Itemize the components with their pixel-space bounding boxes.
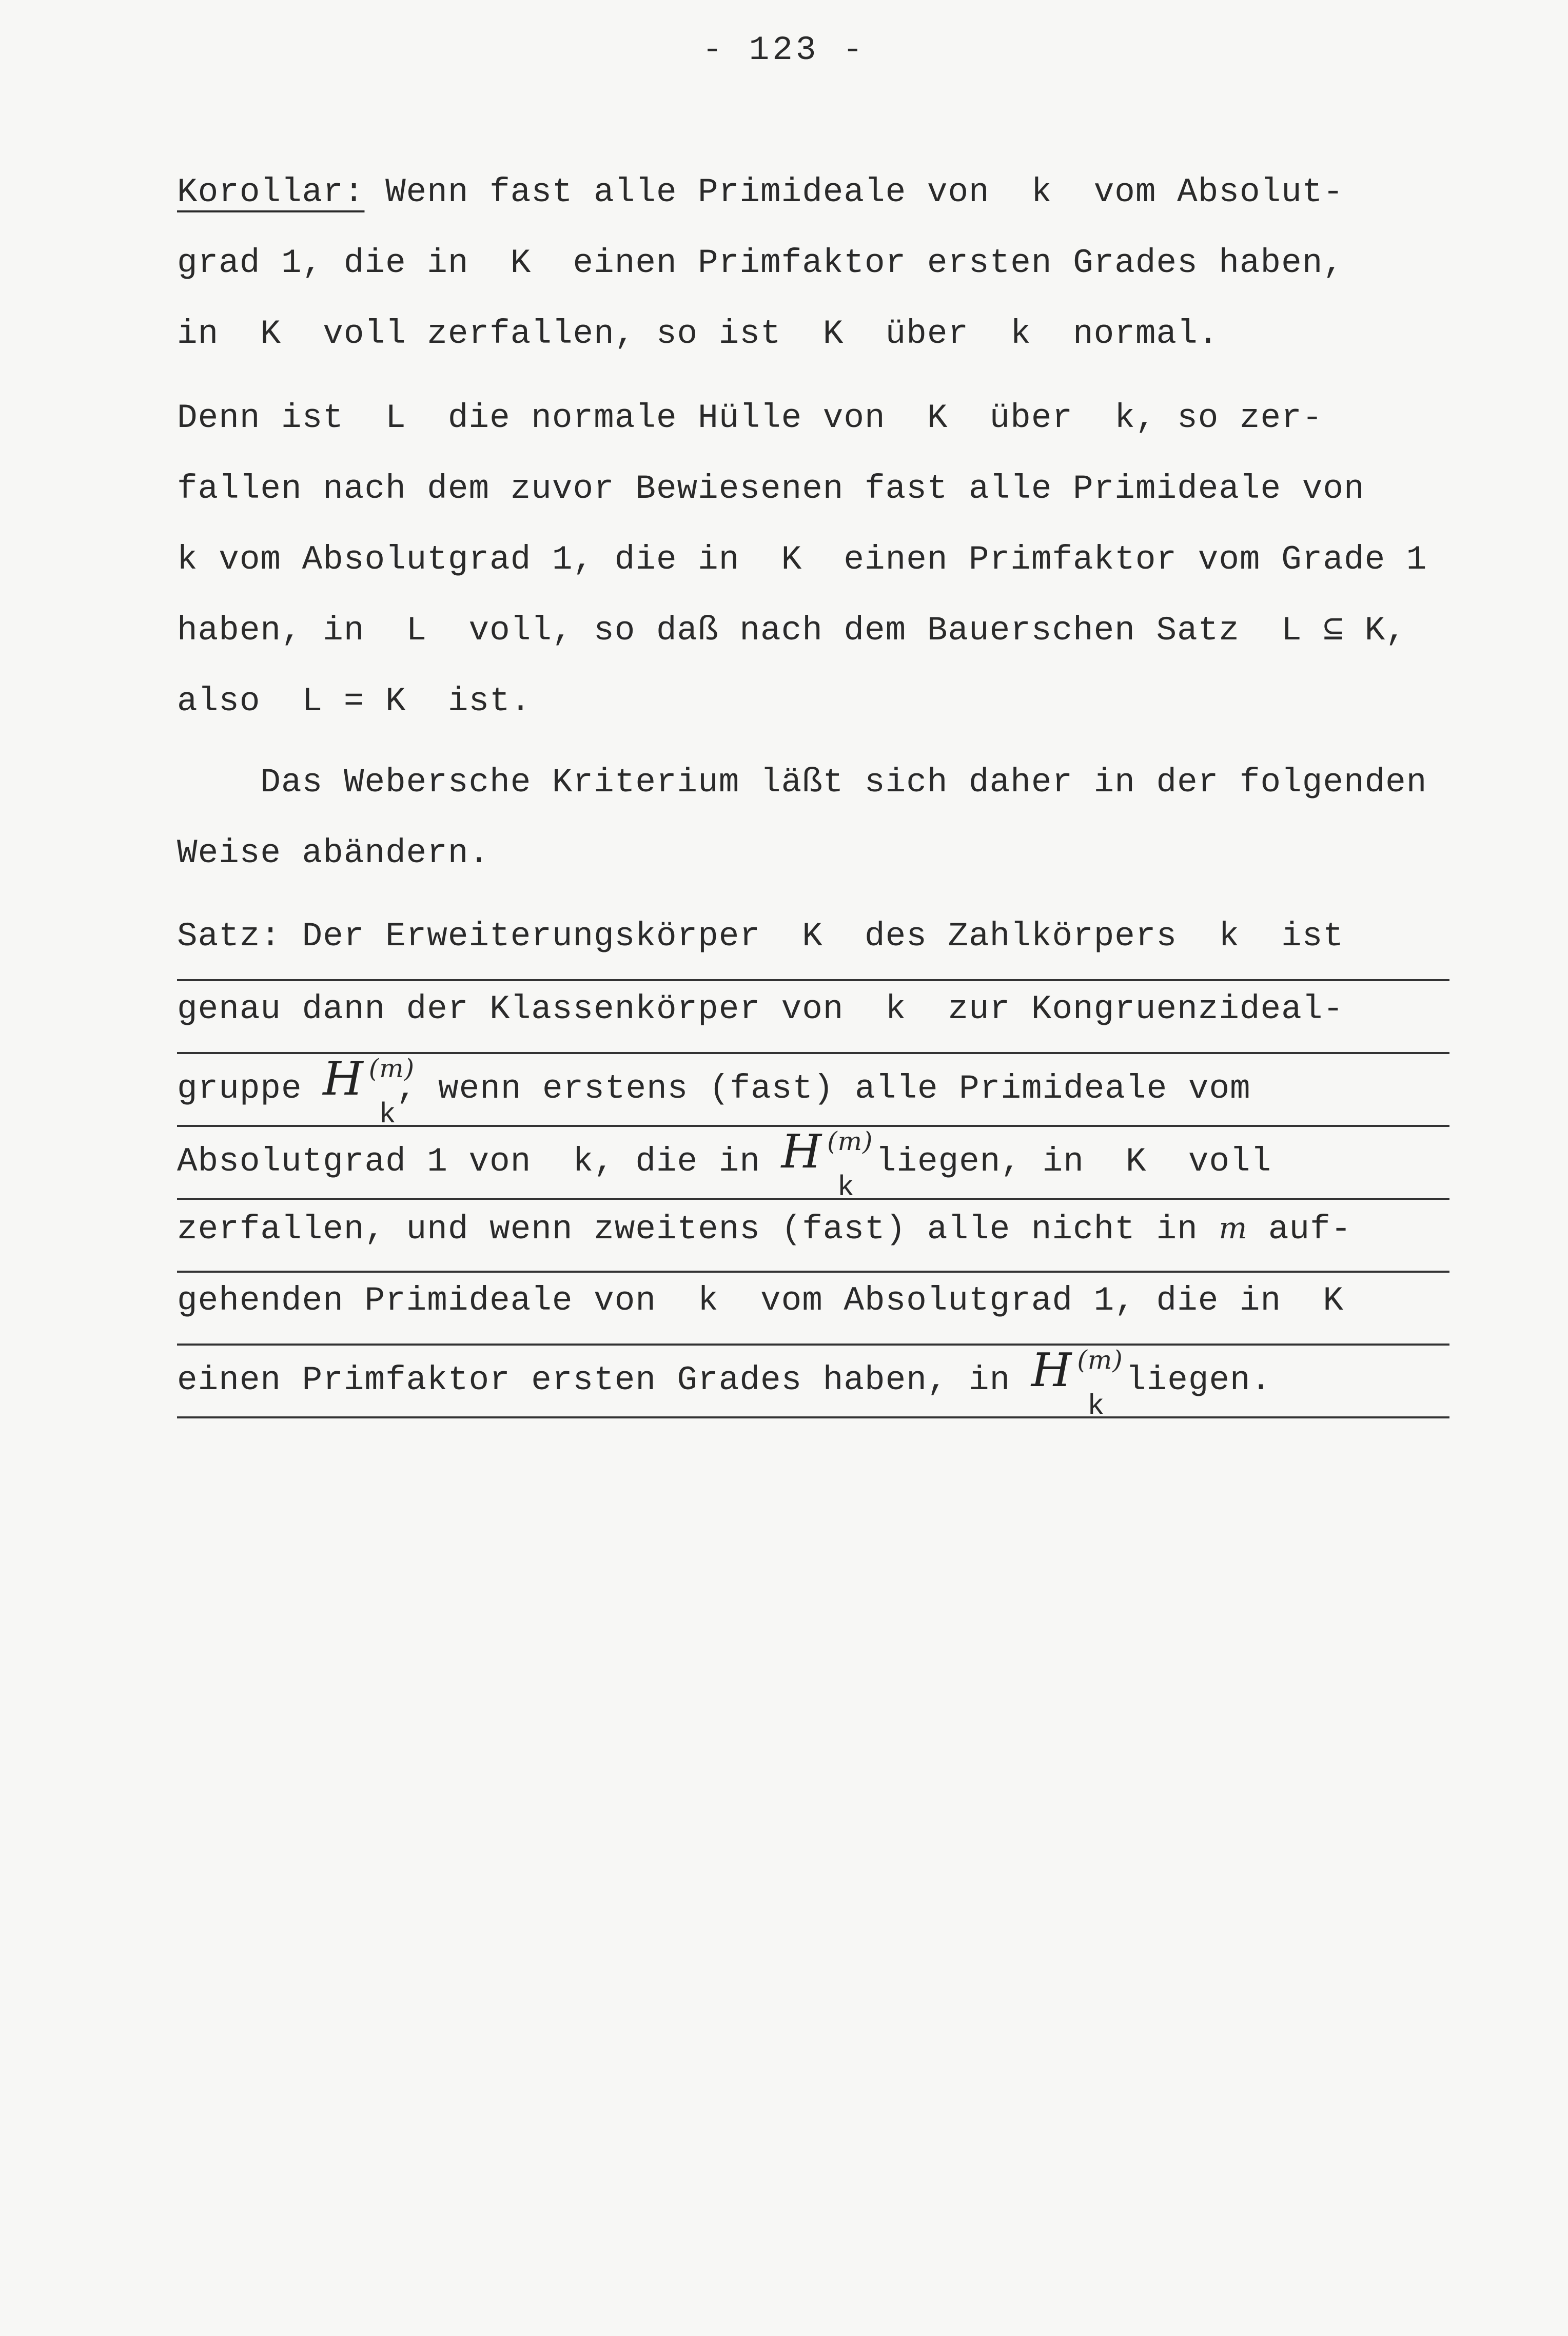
ideal-group-symbol: H xyxy=(781,1125,822,1179)
satz-text-5a: zerfallen, und wenn zweitens (fast) alle nicht in xyxy=(177,1210,1219,1249)
satz-line-6: gehenden Primideale von k vom Absolutgrad 1, die in K xyxy=(177,1278,1449,1346)
transition-line-1: Das Webersche Kriterium läßt sich daher in der folgenden xyxy=(177,763,1427,802)
satz-line-1 xyxy=(177,913,1449,981)
satz-text-1: Der Erweiterungskörper K des Zahlkörpers k ist xyxy=(281,917,1344,956)
modulus-superscript: (m) xyxy=(1077,1345,1123,1375)
satz-text-4b: liegen, in K voll xyxy=(855,1142,1272,1181)
page-number: - 123 - xyxy=(702,31,866,69)
satz-line-7 xyxy=(177,1344,1449,1423)
ideal-group-symbol: H xyxy=(323,1052,364,1106)
satz-text-5b: auf- xyxy=(1247,1210,1352,1249)
satz-text-7a: einen Primfaktor ersten Grades haben, in xyxy=(177,1361,1031,1399)
satz-text-3a: gruppe xyxy=(177,1069,323,1108)
satz-label: Satz: xyxy=(177,917,282,956)
modulus-superscript: (m) xyxy=(827,1126,873,1156)
korollar-line-2: grad 1, die in K einen Primfaktor ersten Grades haben, xyxy=(177,244,1344,282)
korollar-line-3: in K voll zerfallen, so ist K über k normal. xyxy=(177,315,1219,353)
field-subscript: k xyxy=(379,1098,397,1131)
satz-line-5 xyxy=(177,1205,1449,1273)
satz-line-2: genau dann der Klassenkörper von k zur Kongruenzideal- xyxy=(177,986,1449,1054)
transition-line-2: Weise abändern. xyxy=(177,834,490,872)
korollar-label: Korollar: xyxy=(177,173,365,211)
satz-text-3b: , wenn erstens (fast) alle Primideale vom xyxy=(396,1069,1251,1108)
satz-line-4 xyxy=(177,1125,1449,1204)
proof-line-3: k vom Absolutgrad 1, die in K einen Primfaktor vom Grade 1 xyxy=(177,540,1427,579)
korollar-text-1: Wenn fast alle Primideale von k vom Absolut- xyxy=(364,173,1344,211)
satz-block xyxy=(177,913,1449,1424)
satz-text-4a: Absolutgrad 1 von k, die in xyxy=(177,1142,781,1181)
ideal-group-symbol: H xyxy=(1031,1344,1072,1397)
transition-block xyxy=(177,760,1449,901)
korollar-block xyxy=(177,169,1449,382)
field-subscript: k xyxy=(837,1171,855,1204)
field-subscript: k xyxy=(1087,1390,1105,1423)
korollar-line-1 xyxy=(177,169,1449,240)
modulus-superscript: (m) xyxy=(368,1054,415,1083)
proof-block xyxy=(177,395,1449,749)
proof-line-4: haben, in L voll, so daß nach dem Bauerschen Satz L ⊆ K, xyxy=(177,611,1406,650)
proof-line-2: fallen nach dem zuvor Bewiesenen fast alle Primideale von xyxy=(177,470,1365,508)
modulus-symbol: m xyxy=(1219,1211,1248,1245)
proof-line-1: Denn ist L die normale Hülle von K über k, so zer- xyxy=(177,399,1323,437)
satz-line-3 xyxy=(177,1052,1449,1131)
satz-text-7b: liegen. xyxy=(1105,1361,1272,1399)
proof-line-5: also L = K ist. xyxy=(177,682,532,721)
